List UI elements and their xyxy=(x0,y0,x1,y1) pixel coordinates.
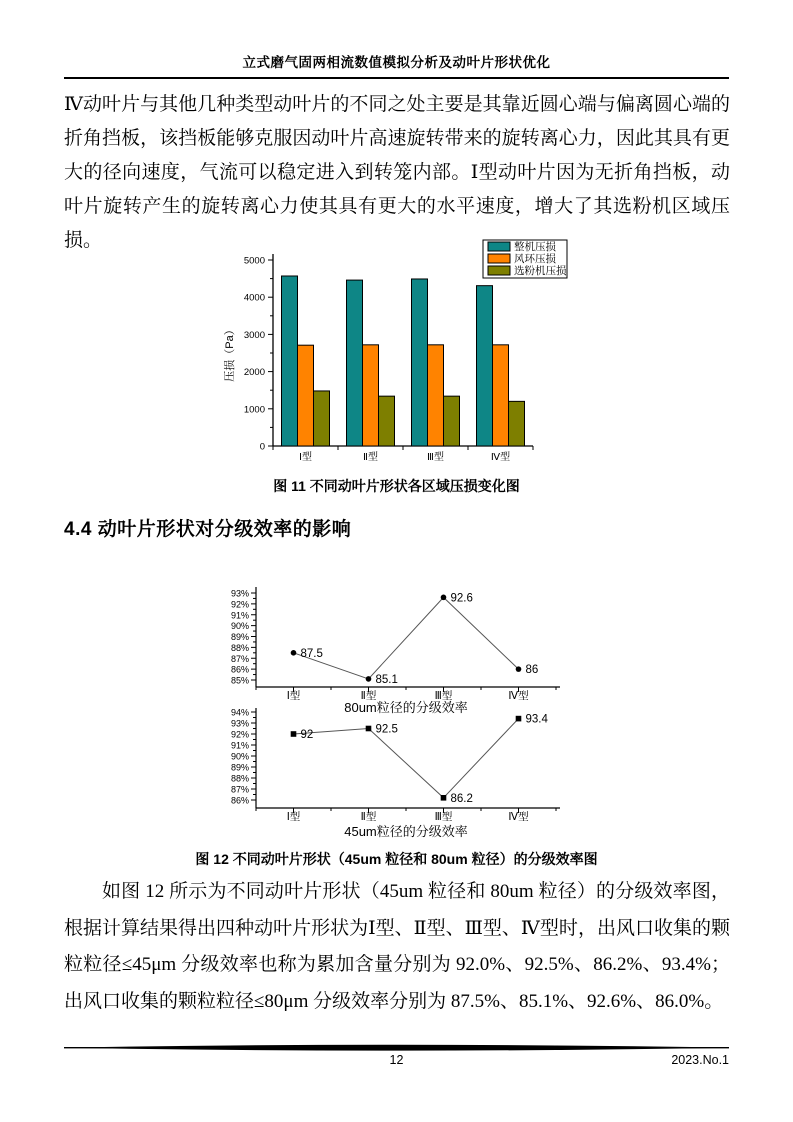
svg-text:1000: 1000 xyxy=(243,404,265,416)
svg-text:0: 0 xyxy=(259,441,265,453)
svg-text:94%: 94% xyxy=(230,707,249,718)
svg-text:Ⅳ型: Ⅳ型 xyxy=(508,690,529,702)
issue-label: 2023.No.1 xyxy=(671,1053,729,1067)
svg-text:86: 86 xyxy=(525,664,539,677)
svg-text:87%: 87% xyxy=(230,784,249,795)
svg-text:Ⅲ型: Ⅲ型 xyxy=(427,452,444,463)
svg-text:Ⅲ型: Ⅲ型 xyxy=(434,811,453,823)
section-heading-4-4: 4.4 动叶片形状对分级效率的影响 xyxy=(64,519,352,540)
svg-text:Ⅳ型: Ⅳ型 xyxy=(490,452,511,463)
svg-text:93.4: 93.4 xyxy=(525,713,548,726)
svg-text:87%: 87% xyxy=(230,653,249,664)
paragraph-2: 如图 12 所示为不同动叶片形状（45um 粒径和 80um 粒径）的分级效率图，根据计算结果得出四种动叶片形状为Ⅰ型、Ⅱ型、Ⅲ型、Ⅳ型时，出风口收集的颗粒粒径≤45μm 分级效率也称为累加含量分别为 92.0%、92.5%、86.2%、93.4%；出风口收集的颗粒粒径≤80μm 分级效率分别为 87.5%、85.1%、92.6%、86.0%。 xyxy=(64,881,730,1012)
svg-text:93%: 93% xyxy=(230,588,249,599)
efficiency-80um-line-chart xyxy=(224,583,594,715)
svg-text:45um粒径的分级效率: 45um粒径的分级效率 xyxy=(344,824,468,839)
svg-text:4000: 4000 xyxy=(243,292,265,304)
svg-text:91%: 91% xyxy=(230,740,249,751)
svg-text:86%: 86% xyxy=(230,795,249,806)
svg-text:85%: 85% xyxy=(230,675,249,686)
pressure-loss-bar-chart xyxy=(208,228,600,478)
svg-text:80um粒径的分级效率: 80um粒径的分级效率 xyxy=(344,700,468,715)
svg-text:88%: 88% xyxy=(230,642,249,653)
svg-text:92%: 92% xyxy=(230,599,249,610)
svg-text:Ⅱ型: Ⅱ型 xyxy=(360,690,377,702)
svg-text:92.5: 92.5 xyxy=(375,723,398,736)
svg-text:90%: 90% xyxy=(230,751,249,762)
svg-text:89%: 89% xyxy=(230,762,249,773)
svg-text:Ⅲ型: Ⅲ型 xyxy=(434,690,453,702)
svg-text:86%: 86% xyxy=(230,664,249,675)
svg-text:Ⅱ型: Ⅱ型 xyxy=(360,811,377,823)
efficiency-45um-line-chart xyxy=(224,706,594,844)
svg-text:89%: 89% xyxy=(230,632,249,642)
svg-text:3000: 3000 xyxy=(243,329,265,341)
svg-text:2000: 2000 xyxy=(243,367,265,379)
svg-text:Ⅰ型: Ⅰ型 xyxy=(286,811,301,823)
svg-text:93%: 93% xyxy=(230,718,249,729)
page-number: 12 xyxy=(389,1053,404,1067)
paragraph-1: Ⅳ动叶片与其他几种类型动叶片的不同之处主要是其靠近圆心端与偏离圆心端的折角挡板，该挡板能够克服因动叶片高速旋转带来的旋转离心力，因此其具有更大的径向速度，气流可以稳定进入到转笼内部。Ⅰ型动叶片因为无折角挡板，动叶片旋转产生的旋转离心力使其具有更大的水平速度，增大了其选粉机区域压损。 xyxy=(64,94,730,251)
svg-text:87.5: 87.5 xyxy=(300,647,323,660)
svg-text:Ⅳ型: Ⅳ型 xyxy=(508,811,529,823)
svg-text:90%: 90% xyxy=(230,621,249,632)
header-title: 立式磨气固两相流数值模拟分析及动叶片形状优化 xyxy=(242,55,551,70)
footer-rule xyxy=(64,1044,729,1052)
svg-text:5000: 5000 xyxy=(243,255,265,267)
svg-text:Ⅰ型: Ⅰ型 xyxy=(286,690,301,702)
svg-text:Ⅱ型: Ⅱ型 xyxy=(363,452,378,463)
svg-text:风环压损: 风环压损 xyxy=(514,253,556,265)
svg-text:86.2: 86.2 xyxy=(450,792,473,805)
svg-text:92.6: 92.6 xyxy=(450,592,473,605)
svg-text:92: 92 xyxy=(300,729,314,741)
svg-text:选粉机压损: 选粉机压损 xyxy=(514,265,567,277)
svg-text:92%: 92% xyxy=(230,729,249,740)
figure-11-caption: 图 11 不同动叶片形状各区域压损变化图 xyxy=(273,478,520,494)
svg-text:88%: 88% xyxy=(230,773,249,784)
figure-12-caption: 图 12 不同动叶片形状（45um 粒径和 80um 粒径）的分级效率图 xyxy=(195,851,598,867)
svg-text:91%: 91% xyxy=(230,610,249,621)
svg-text:85.1: 85.1 xyxy=(375,673,398,686)
svg-text:整机压损: 整机压损 xyxy=(514,241,556,253)
svg-text:Ⅰ型: Ⅰ型 xyxy=(299,452,312,463)
header-rule xyxy=(64,77,729,79)
svg-text:压损（Pa）: 压损（Pa） xyxy=(224,324,236,382)
